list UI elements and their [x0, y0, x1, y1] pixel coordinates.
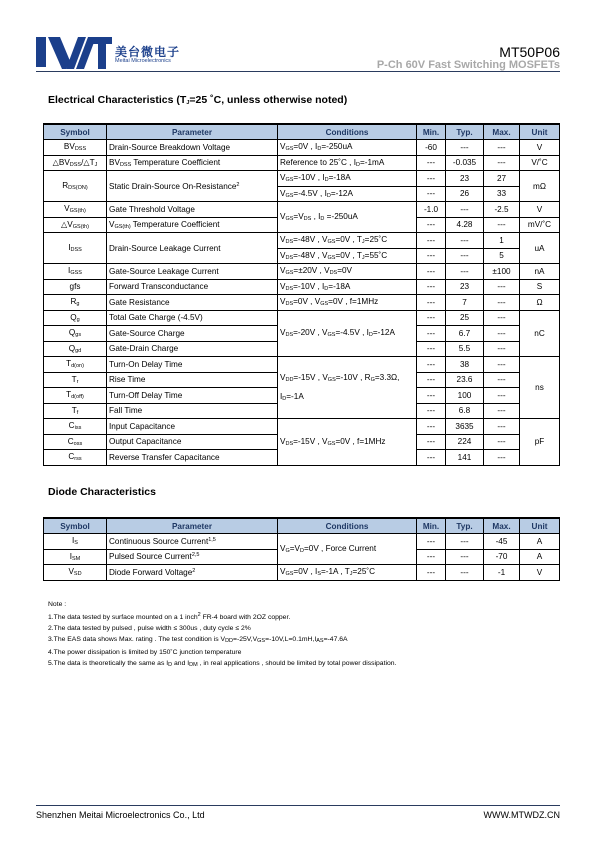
- min-cell: ---: [417, 279, 446, 295]
- company-logo: [36, 33, 112, 71]
- typ-cell: 224: [446, 434, 484, 450]
- table-row: [44, 534, 560, 550]
- symbol-cell: $T_f$: [44, 403, 107, 419]
- max-cell: ---: [484, 279, 520, 295]
- symbol-cell: $I_{DSS}$: [44, 233, 107, 264]
- table-row: [44, 171, 560, 187]
- parameter-cell: Input Capacitance: [107, 419, 278, 435]
- min-cell: ---: [417, 434, 446, 450]
- typ-cell: 38: [446, 357, 484, 373]
- unit-cell: V: [520, 202, 560, 218]
- col-header: Conditions: [278, 518, 417, 534]
- symbol-cell: $C_{iss}$: [44, 419, 107, 435]
- parameter-cell: Continuous Source Current$^{1,5}$: [107, 534, 278, 550]
- typ-cell: ---: [446, 140, 484, 156]
- parameter-cell: Reverse Transfer Capacitance: [107, 450, 278, 466]
- note-2: 2.The data tested by pulsed , pulse width ≤ 300us , duty cycle ≤ 2%: [48, 625, 251, 633]
- typ-cell: ---: [446, 233, 484, 249]
- symbol-cell: $I_{SM}$: [44, 549, 107, 565]
- symbol-cell: $BV_{DSS}$: [44, 140, 107, 156]
- unit-cell: pF: [520, 419, 560, 466]
- conditions-cell: $V_{DS}=0V$ , $V_{GS}=0V$ , f=1MHz: [278, 295, 417, 311]
- symbol-cell: $Q_{gs}$: [44, 326, 107, 342]
- typ-cell: ---: [446, 549, 484, 565]
- max-cell: ---: [484, 434, 520, 450]
- note-3: 3.The EAS data shows Max. rating . The test condition is $V_{DD}=-25V,V_{GS}=-10V,L=0.1mH,I_{AS}=-47.6A$: [48, 636, 348, 645]
- min-cell: ---: [417, 565, 446, 581]
- col-header: Conditions: [278, 124, 417, 140]
- table-header-row: [44, 124, 560, 140]
- unit-cell: uA: [520, 233, 560, 264]
- unit-cell: A: [520, 534, 560, 550]
- max-cell: ---: [484, 217, 520, 233]
- typ-cell: 141: [446, 450, 484, 466]
- col-header: Unit: [520, 518, 560, 534]
- min-cell: ---: [417, 388, 446, 404]
- unit-cell: mV/˚C: [520, 217, 560, 233]
- parameter-cell: Gate-Source Charge: [107, 326, 278, 342]
- conditions-cell: $V_G=V_D=0V$ , Force Current: [278, 534, 417, 565]
- electrical-characteristics-table: [43, 123, 560, 466]
- symbol-cell: $V_{SD}$: [44, 565, 107, 581]
- footer-company: Shenzhen Meitai Microelectronics Co., Ltd: [36, 810, 205, 820]
- typ-cell: 23: [446, 171, 484, 187]
- parameter-cell: $V_{GS(th)}$ Temperature Coefficient: [107, 217, 278, 233]
- max-cell: 1: [484, 233, 520, 249]
- typ-cell: -0.035: [446, 155, 484, 171]
- max-cell: 27: [484, 171, 520, 187]
- max-cell: ---: [484, 326, 520, 342]
- typ-cell: 25: [446, 310, 484, 326]
- max-cell: -45: [484, 534, 520, 550]
- col-header: Symbol: [44, 124, 107, 140]
- diode-section-title: Diode Characteristics: [48, 486, 156, 498]
- col-header: Min.: [417, 124, 446, 140]
- parameter-cell: Diode Forward Voltage$^2$: [107, 565, 278, 581]
- parameter-cell: Drain-Source Breakdown Voltage: [107, 140, 278, 156]
- typ-cell: 6.8: [446, 403, 484, 419]
- min-cell: ---: [417, 357, 446, 373]
- min-cell: ---: [417, 155, 446, 171]
- typ-cell: ---: [446, 534, 484, 550]
- table-row: [44, 233, 560, 249]
- conditions-cell: Reference to 25˚C , $I_D=-1mA$: [278, 155, 417, 171]
- typ-cell: 7: [446, 295, 484, 311]
- symbol-cell: $C_{rss}$: [44, 450, 107, 466]
- max-cell: ---: [484, 357, 520, 373]
- typ-cell: 5.5: [446, 341, 484, 357]
- parameter-cell: Gate Threshold Voltage: [107, 202, 278, 218]
- parameter-cell: Turn-Off Delay Time: [107, 388, 278, 404]
- parameter-cell: Static Drain-Source On-Resistance$^2$: [107, 171, 278, 202]
- col-header: Max.: [484, 124, 520, 140]
- parameter-cell: Turn-On Delay Time: [107, 357, 278, 373]
- symbol-cell: $R_g$: [44, 295, 107, 311]
- max-cell: ---: [484, 155, 520, 171]
- min-cell: ---: [417, 326, 446, 342]
- parameter-cell: Rise Time: [107, 372, 278, 388]
- typ-cell: ---: [446, 248, 484, 264]
- symbol-cell: $R_{DS(ON)}$: [44, 171, 107, 202]
- min-cell: ---: [417, 233, 446, 249]
- parameter-cell: Total Gate Charge (-4.5V): [107, 310, 278, 326]
- max-cell: ---: [484, 341, 520, 357]
- min-cell: ---: [417, 450, 446, 466]
- max-cell: ---: [484, 295, 520, 311]
- unit-cell: Ω: [520, 295, 560, 311]
- unit-cell: V: [520, 565, 560, 581]
- conditions-cell: $V_{GS}=-10V$ , $I_D=-18A$: [278, 171, 417, 187]
- document-subtitle: P-Ch 60V Fast Switching MOSFETs: [376, 59, 560, 71]
- parameter-cell: $BV_{DSS}$ Temperature Coefficient: [107, 155, 278, 171]
- parameter-cell: Forward Transconductance: [107, 279, 278, 295]
- typ-cell: ---: [446, 565, 484, 581]
- max-cell: ---: [484, 310, 520, 326]
- max-cell: -2.5: [484, 202, 520, 218]
- min-cell: ---: [417, 403, 446, 419]
- unit-cell: ns: [520, 357, 560, 419]
- col-header: Unit: [520, 124, 560, 140]
- table-row: [44, 140, 560, 156]
- conditions-cell: $V_{DD}=-15V$ , $V_{GS}=-10V$ , $R_G=3.3\Omega$, $I_D=-1A$: [278, 357, 417, 419]
- conditions-cell: $V_{DS}=-15V$ , $V_{GS}=0V$ , f=1MHz: [278, 419, 417, 466]
- col-header: Symbol: [44, 518, 107, 534]
- min-cell: -1.0: [417, 202, 446, 218]
- typ-cell: ---: [446, 202, 484, 218]
- col-header: Typ.: [446, 518, 484, 534]
- unit-cell: nC: [520, 310, 560, 357]
- table-row: [44, 264, 560, 280]
- parameter-cell: Gate-Source Leakage Current: [107, 264, 278, 280]
- footer-website[interactable]: WWW.MTWDZ.CN: [483, 810, 560, 820]
- table-header-row: [44, 518, 560, 534]
- col-header: Parameter: [107, 124, 278, 140]
- parameter-cell: Drain-Source Leakage Current: [107, 233, 278, 264]
- parameter-cell: Gate-Drain Charge: [107, 341, 278, 357]
- min-cell: ---: [417, 534, 446, 550]
- diode-characteristics-table: [43, 517, 560, 581]
- parameter-cell: Gate Resistance: [107, 295, 278, 311]
- conditions-cell: $V_{GS}=V_{DS}$ , $I_D =-250uA$: [278, 202, 417, 233]
- table-row: [44, 202, 560, 218]
- typ-cell: 3635: [446, 419, 484, 435]
- company-name-en: Meitai Microelectronics: [115, 58, 171, 64]
- typ-cell: 4.28: [446, 217, 484, 233]
- table-row: [44, 565, 560, 581]
- min-cell: ---: [417, 341, 446, 357]
- conditions-cell: $V_{DS}=-20V$ , $V_{GS}=-4.5V$ , $I_D=-12A$: [278, 310, 417, 357]
- table-row: [44, 155, 560, 171]
- header-divider: [36, 71, 560, 72]
- parameter-cell: Fall Time: [107, 403, 278, 419]
- max-cell: ±100: [484, 264, 520, 280]
- unit-cell: A: [520, 549, 560, 565]
- parameter-cell: Pulsed Source Current$^{2,5}$: [107, 549, 278, 565]
- note-1: 1.The data tested by surface mounted on a 1 inch$^2$ FR-4 board with 2OZ copper.: [48, 612, 291, 622]
- conditions-cell: $V_{GS}=-4.5V$ , $I_D=-12A$: [278, 186, 417, 202]
- typ-cell: 23.6: [446, 372, 484, 388]
- col-header: Parameter: [107, 518, 278, 534]
- max-cell: ---: [484, 450, 520, 466]
- min-cell: ---: [417, 310, 446, 326]
- conditions-cell: $V_{GS}=\pm 20V$ , $V_{DS}=0V$: [278, 264, 417, 280]
- conditions-cell: $V_{DS}=-10V$ , $I_D=-18A$: [278, 279, 417, 295]
- unit-cell: V/˚C: [520, 155, 560, 171]
- table-row: [44, 279, 560, 295]
- conditions-cell: $V_{GS}=0V$ , $I_S=-1A$ , $T_J=25˚C$: [278, 565, 417, 581]
- symbol-cell: $C_{oss}$: [44, 434, 107, 450]
- table-row: [44, 295, 560, 311]
- max-cell: 5: [484, 248, 520, 264]
- unit-cell: V: [520, 140, 560, 156]
- min-cell: ---: [417, 217, 446, 233]
- max-cell: ---: [484, 388, 520, 404]
- max-cell: ---: [484, 140, 520, 156]
- max-cell: -1: [484, 565, 520, 581]
- table-row: [44, 310, 560, 326]
- symbol-cell: $T_r$: [44, 372, 107, 388]
- typ-cell: ---: [446, 264, 484, 280]
- symbol-cell: $\triangle BV_{DSS}/\triangle T_J$: [44, 155, 107, 171]
- table-row: [44, 419, 560, 435]
- table-row: [44, 357, 560, 373]
- company-name-cn: 美台微电子: [115, 45, 181, 59]
- min-cell: ---: [417, 372, 446, 388]
- parameter-cell: Output Capacitance: [107, 434, 278, 450]
- col-header: Typ.: [446, 124, 484, 140]
- typ-cell: 26: [446, 186, 484, 202]
- notes-block: [48, 599, 396, 672]
- col-header: Max.: [484, 518, 520, 534]
- max-cell: ---: [484, 372, 520, 388]
- conditions-cell: $V_{GS}=0V$ , $I_D=-250uA$: [278, 140, 417, 156]
- unit-cell: nA: [520, 264, 560, 280]
- part-number: MT50P06: [499, 44, 560, 60]
- symbol-cell: $\triangle V_{GS(th)}$: [44, 217, 107, 233]
- conditions-cell: $V_{DS}=-48V$ , $V_{GS}=0V$ , $T_J=25˚C$: [278, 233, 417, 249]
- conditions-cell: $V_{DS}=-48V$ , $V_{GS}=0V$ , $T_J=55˚C$: [278, 248, 417, 264]
- min-cell: ---: [417, 264, 446, 280]
- unit-cell: mΩ: [520, 171, 560, 202]
- max-cell: ---: [484, 403, 520, 419]
- max-cell: ---: [484, 419, 520, 435]
- unit-cell: S: [520, 279, 560, 295]
- symbol-cell: $T_{d(on)}$: [44, 357, 107, 373]
- symbol-cell: $T_{d(off)}$: [44, 388, 107, 404]
- min-cell: ---: [417, 171, 446, 187]
- symbol-cell: $Q_g$: [44, 310, 107, 326]
- max-cell: -70: [484, 549, 520, 565]
- symbol-cell: $Q_{gd}$: [44, 341, 107, 357]
- footer-divider: [36, 805, 560, 806]
- min-cell: -60: [417, 140, 446, 156]
- electrical-section-title: Electrical Characteristics ($T_J=25$ ˚C, unless otherwise noted): [48, 94, 348, 106]
- typ-cell: 6.7: [446, 326, 484, 342]
- typ-cell: 100: [446, 388, 484, 404]
- col-header: Min.: [417, 518, 446, 534]
- max-cell: 33: [484, 186, 520, 202]
- typ-cell: 23: [446, 279, 484, 295]
- symbol-cell: gfs: [44, 279, 107, 295]
- min-cell: ---: [417, 248, 446, 264]
- note-5: 5.The data is theoretically the same as $I_D$ and $I_{DM}$ , in real applications , should be limited by total power dissipation.: [48, 660, 397, 669]
- min-cell: ---: [417, 549, 446, 565]
- min-cell: ---: [417, 186, 446, 202]
- symbol-cell: $I_S$: [44, 534, 107, 550]
- symbol-cell: $I_{GSS}$: [44, 264, 107, 280]
- note-4: 4.The power dissipation is limited by 150˚C junction temperature: [48, 649, 242, 657]
- symbol-cell: $V_{GS(th)}$: [44, 202, 107, 218]
- min-cell: ---: [417, 295, 446, 311]
- min-cell: ---: [417, 419, 446, 435]
- notes-title: Note :: [48, 601, 67, 608]
